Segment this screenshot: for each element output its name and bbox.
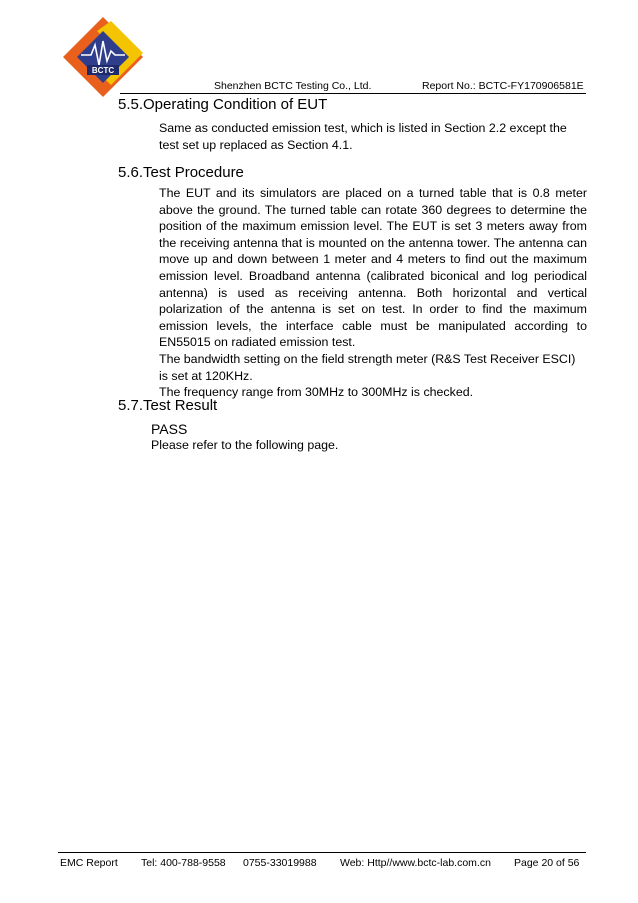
procedure-paragraph-3: The frequency range from 30MHz to 300MHz is checked. — [159, 385, 474, 400]
procedure-paragraph-1: The EUT and its simulators are placed on a turned table that is 0.8 meter above the ground. The turned table can rotate 360 degrees to determine the position of the maximum emission level. The EUT is set 3 meters away from the receiving antenna that is mounted on the antenna tower. The antenna can move up and down between 1 meter and 4 meters to find out the maximum emission level. Broadband antenna (calibrated biconical and log periodical antenna) is used as receiving antenna. Both horizontal and vertical polarization of the antenna is set on test. In order to find the maximum emission levels, the interface cable must be manipulated according to EN55015 on radiated emission test. — [159, 186, 587, 350]
operating-condition-text — [159, 120, 587, 153]
section-title-test-procedure: 5.6.Test Procedure — [118, 164, 244, 181]
section-title-operating-condition: 5.5.Operating Condition of EUT — [118, 96, 328, 113]
test-result-verdict: PASS — [151, 421, 188, 437]
footer-tel-2: 0755-33019988 — [243, 857, 317, 869]
header-report-number: Report No.: BCTC-FY170906581E — [422, 80, 584, 92]
bctc-logo — [61, 15, 145, 99]
procedure-paragraph-2: The bandwidth setting on the field strength meter (R&S Test Receiver ESCI) is set at 120KHz. — [159, 351, 576, 383]
footer-label: EMC Report — [60, 857, 118, 869]
header-divider — [120, 93, 586, 94]
operating-condition-paragraph: Same as conducted emission test, which is listed in Section 2.2 except the test set up replaced as Section 4.1. — [159, 121, 567, 152]
footer-page-number: Page 20 of 56 — [514, 857, 580, 869]
footer-web: Web: Http//www.bctc-lab.com.cn — [340, 857, 491, 869]
footer-tel: Tel: 400-788-9558 — [141, 857, 226, 869]
logo-text: BCTC — [91, 66, 115, 75]
header-company: Shenzhen BCTC Testing Co., Ltd. — [214, 80, 372, 92]
section-title-test-result: 5.7.Test Result — [118, 397, 218, 414]
test-result-note: Please refer to the following page. — [151, 438, 339, 452]
footer-divider — [58, 852, 586, 853]
test-procedure-text — [159, 185, 587, 401]
